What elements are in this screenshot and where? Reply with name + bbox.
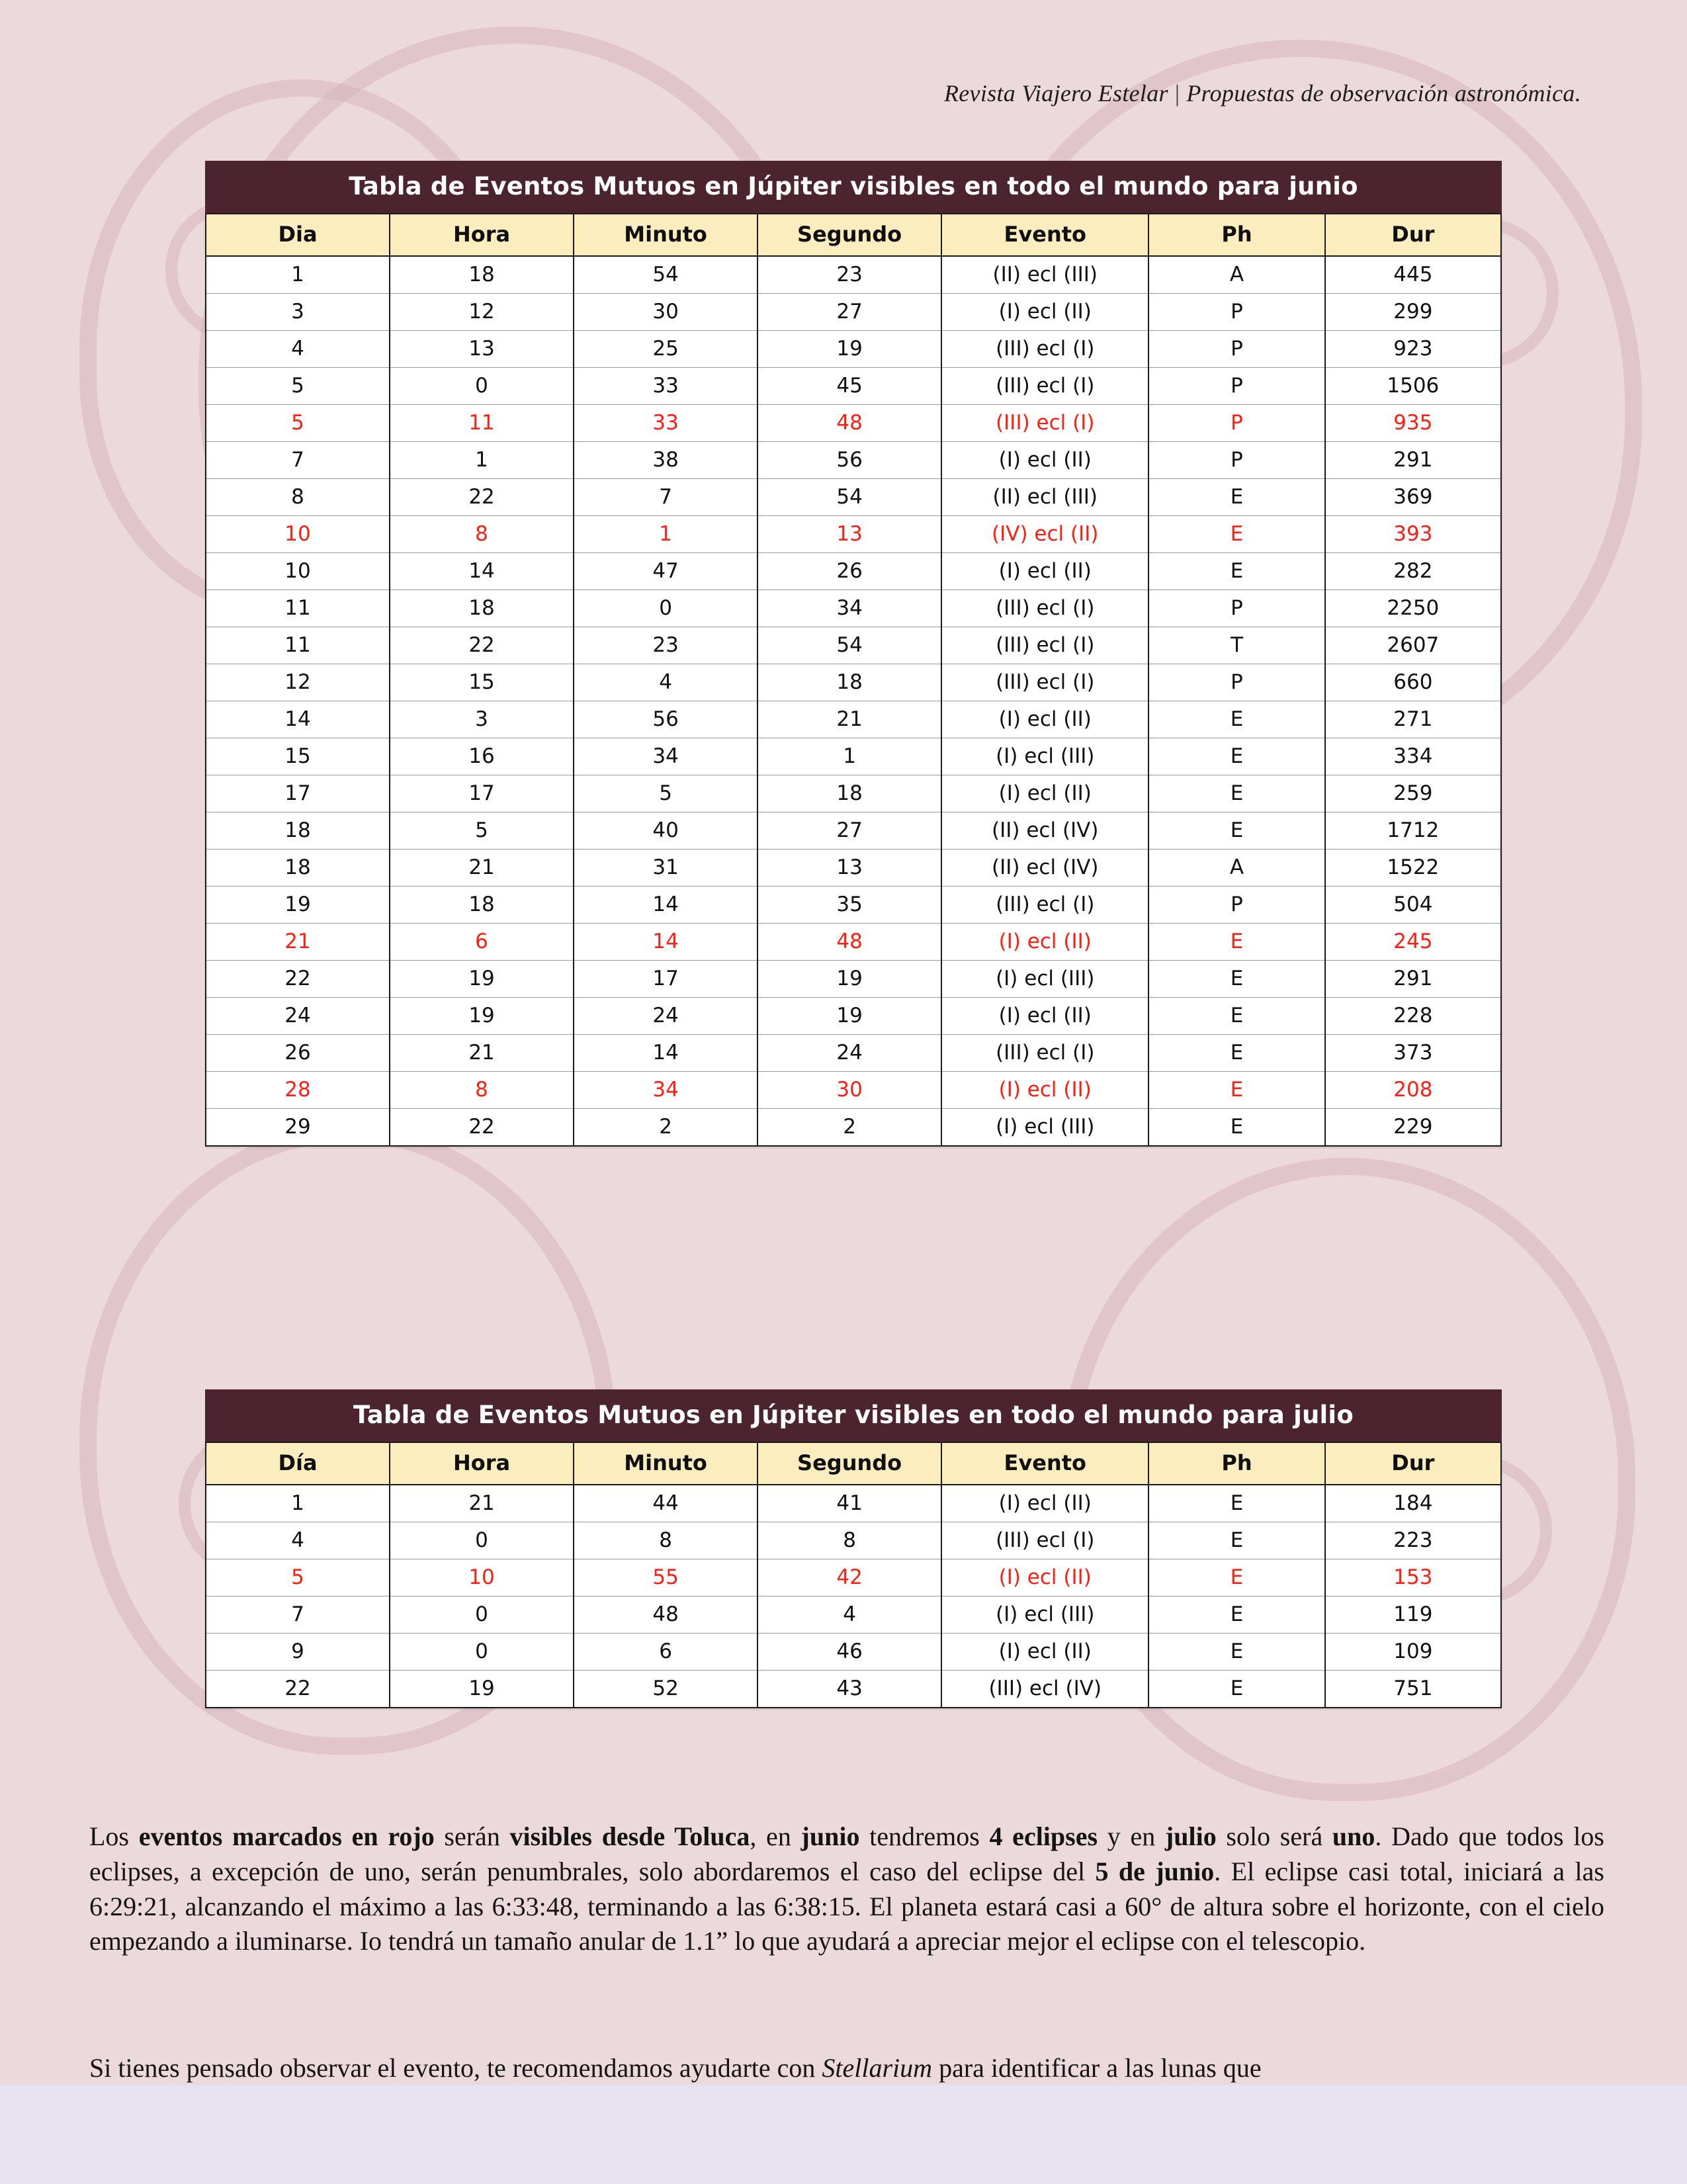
table-cell: 41 xyxy=(757,1485,941,1522)
column-header-evento: Evento xyxy=(941,214,1148,256)
table-cell: 19 xyxy=(390,961,574,998)
table-cell: 22 xyxy=(206,961,390,998)
table-cell: 109 xyxy=(1325,1634,1501,1671)
table-cell: (III) ecl (IV) xyxy=(941,1671,1148,1708)
table-cell: 7 xyxy=(574,479,757,516)
table-cell: 10 xyxy=(390,1559,574,1596)
table-cell: (II) ecl (IV) xyxy=(941,812,1148,850)
table-cell: 54 xyxy=(757,627,941,664)
table-cell: T xyxy=(1148,627,1324,664)
table-cell: 393 xyxy=(1325,516,1501,553)
table-cell: (III) ecl (I) xyxy=(941,664,1148,701)
table-cell: 52 xyxy=(574,1671,757,1708)
table-header-row xyxy=(206,1442,1501,1485)
table-cell: 8 xyxy=(390,516,574,553)
table-cell: (I) ecl (III) xyxy=(941,1109,1148,1147)
column-header-evento: Evento xyxy=(941,1442,1148,1485)
table-cell: 1 xyxy=(390,442,574,479)
table-cell: A xyxy=(1148,256,1324,294)
table-cell: 24 xyxy=(206,998,390,1035)
table-cell: (I) ecl (III) xyxy=(941,961,1148,998)
table-cell: 48 xyxy=(757,924,941,961)
table-header-row xyxy=(206,214,1501,256)
table-cell: 1506 xyxy=(1325,368,1501,405)
table-cell: 43 xyxy=(757,1671,941,1708)
table-row xyxy=(206,1559,1501,1596)
events-table-july-container xyxy=(205,1389,1502,1708)
table-cell: 660 xyxy=(1325,664,1501,701)
table-cell: 21 xyxy=(390,850,574,887)
para1-segment-12: . Dado que todos los eclipses, a excepción de uno, serán penumbrales, solo abordaremos el caso del eclipse del xyxy=(89,1821,1604,1886)
table-cell: 14 xyxy=(574,887,757,924)
table-cell: P xyxy=(1148,887,1324,924)
table-cell: 1522 xyxy=(1325,850,1501,887)
table-july-head xyxy=(206,1442,1501,1485)
table-cell: 54 xyxy=(757,479,941,516)
table-cell: 14 xyxy=(390,553,574,590)
table-cell: 56 xyxy=(757,442,941,479)
table-cell: 19 xyxy=(390,1671,574,1708)
column-header-hora: Hora xyxy=(390,214,574,256)
para1-segment-10: solo será xyxy=(1216,1821,1332,1851)
table-cell: 12 xyxy=(206,664,390,701)
table-cell: (I) ecl (II) xyxy=(941,998,1148,1035)
table-cell: 8 xyxy=(757,1522,941,1559)
para1-segment-3: visibles desde Toluca xyxy=(509,1821,750,1851)
para2-segment-1: Stellarium xyxy=(822,2053,933,2083)
table-cell: 13 xyxy=(757,850,941,887)
table-cell: 6 xyxy=(574,1634,757,1671)
para1-segment-9: julio xyxy=(1164,1821,1217,1851)
table-cell: 369 xyxy=(1325,479,1501,516)
para2-segment-2: para identificar a las lunas que xyxy=(932,2053,1262,2083)
table-cell: 10 xyxy=(206,516,390,553)
table-cell: 31 xyxy=(574,850,757,887)
para1-segment-8: y en xyxy=(1098,1821,1165,1851)
table-cell: (I) ecl (II) xyxy=(941,1072,1148,1109)
table-cell: 33 xyxy=(574,405,757,442)
table-cell: 29 xyxy=(206,1109,390,1147)
table-cell: (III) ecl (I) xyxy=(941,1522,1148,1559)
table-cell: 34 xyxy=(574,738,757,775)
table-cell: (I) ecl (II) xyxy=(941,1559,1148,1596)
table-cell: 751 xyxy=(1325,1671,1501,1708)
table-cell: 291 xyxy=(1325,442,1501,479)
table-cell: E xyxy=(1148,1596,1324,1634)
table-cell: 18 xyxy=(206,850,390,887)
table-row xyxy=(206,812,1501,850)
events-table-june xyxy=(205,161,1502,1147)
table-june-caption: Tabla de Eventos Mutuos en Júpiter visibles en todo el mundo para junio xyxy=(205,161,1502,213)
table-row xyxy=(206,553,1501,590)
table-row xyxy=(206,1671,1501,1708)
para1-segment-5: junio xyxy=(800,1821,860,1851)
table-cell: (IV) ecl (II) xyxy=(941,516,1148,553)
column-header-hora: Hora xyxy=(390,1442,574,1485)
table-cell: 38 xyxy=(574,442,757,479)
table-june-head xyxy=(206,214,1501,256)
table-cell: 21 xyxy=(757,701,941,738)
paragraph-stellarium-recommendation xyxy=(89,2051,1604,2086)
table-cell: 1 xyxy=(206,1485,390,1522)
table-cell: 21 xyxy=(390,1485,574,1522)
table-row xyxy=(206,1072,1501,1109)
table-cell: 1 xyxy=(206,256,390,294)
table-cell: 0 xyxy=(390,1522,574,1559)
table-row xyxy=(206,590,1501,627)
table-cell: 40 xyxy=(574,812,757,850)
table-cell: 9 xyxy=(206,1634,390,1671)
table-cell: (I) ecl (II) xyxy=(941,924,1148,961)
table-cell: 7 xyxy=(206,442,390,479)
table-cell: (I) ecl (III) xyxy=(941,1596,1148,1634)
column-header-ph: Ph xyxy=(1148,214,1324,256)
table-row xyxy=(206,368,1501,405)
table-cell: 1 xyxy=(574,516,757,553)
table-cell: 5 xyxy=(390,812,574,850)
para1-segment-11: uno xyxy=(1332,1821,1375,1851)
table-cell: 34 xyxy=(757,590,941,627)
table-cell: E xyxy=(1148,516,1324,553)
table-row xyxy=(206,1596,1501,1634)
table-cell: 0 xyxy=(574,590,757,627)
table-row xyxy=(206,627,1501,664)
table-cell: 23 xyxy=(574,627,757,664)
table-cell: 30 xyxy=(574,294,757,331)
table-cell: E xyxy=(1148,924,1324,961)
table-row xyxy=(206,701,1501,738)
table-cell: A xyxy=(1148,850,1324,887)
table-cell: 54 xyxy=(574,256,757,294)
events-table-june-container xyxy=(205,161,1502,1147)
table-cell: 48 xyxy=(574,1596,757,1634)
table-cell: 22 xyxy=(390,1109,574,1147)
table-cell: E xyxy=(1148,998,1324,1035)
table-cell: 271 xyxy=(1325,701,1501,738)
table-row xyxy=(206,961,1501,998)
table-row xyxy=(206,294,1501,331)
table-cell: 5 xyxy=(206,405,390,442)
page-header xyxy=(0,79,1687,107)
para1-segment-14: . El eclipse casi total, iniciará a las 6:29:21, alcanzando el máximo a las 6:33:48, terminando a las 6:38:15. El planeta estará casi a 60° de altura sobre el horizonte, con el cielo empezando a iluminarse. Io tendrá un tamaño anular de 1.1” lo que ayudará a apreciar mejor el eclipse con el telescopio. xyxy=(89,1856,1604,1956)
table-cell: 47 xyxy=(574,553,757,590)
para1-segment-2: serán xyxy=(434,1821,510,1851)
table-cell: 48 xyxy=(757,405,941,442)
table-cell: E xyxy=(1148,961,1324,998)
table-cell: 299 xyxy=(1325,294,1501,331)
table-row xyxy=(206,1522,1501,1559)
table-cell: 18 xyxy=(390,256,574,294)
table-cell: (I) ecl (II) xyxy=(941,775,1148,812)
table-cell: 2 xyxy=(574,1109,757,1147)
table-cell: (III) ecl (I) xyxy=(941,331,1148,368)
table-cell: 8 xyxy=(390,1072,574,1109)
table-cell: 8 xyxy=(206,479,390,516)
table-cell: P xyxy=(1148,442,1324,479)
table-cell: E xyxy=(1148,1109,1324,1147)
table-cell: E xyxy=(1148,1072,1324,1109)
para1-segment-4: , en xyxy=(750,1821,801,1851)
table-cell: 33 xyxy=(574,368,757,405)
table-cell: 11 xyxy=(206,590,390,627)
table-cell: 334 xyxy=(1325,738,1501,775)
table-cell: 22 xyxy=(390,479,574,516)
table-cell: (I) ecl (II) xyxy=(941,442,1148,479)
table-row xyxy=(206,479,1501,516)
table-cell: 282 xyxy=(1325,553,1501,590)
table-cell: 10 xyxy=(206,553,390,590)
table-cell: 445 xyxy=(1325,256,1501,294)
table-cell: E xyxy=(1148,1559,1324,1596)
table-cell: 259 xyxy=(1325,775,1501,812)
table-cell: 208 xyxy=(1325,1072,1501,1109)
table-cell: E xyxy=(1148,1035,1324,1072)
table-cell: 4 xyxy=(206,1522,390,1559)
table-cell: 3 xyxy=(206,294,390,331)
table-cell: 18 xyxy=(206,812,390,850)
table-row xyxy=(206,1109,1501,1147)
table-cell: 18 xyxy=(757,775,941,812)
table-cell: 21 xyxy=(206,924,390,961)
table-cell: 223 xyxy=(1325,1522,1501,1559)
table-cell: 5 xyxy=(206,368,390,405)
table-cell: 0 xyxy=(390,1596,574,1634)
para2-segment-0: Si tienes pensado observar el evento, te recomendamos ayudarte con xyxy=(89,2053,822,2083)
table-cell: (III) ecl (I) xyxy=(941,405,1148,442)
table-cell: 11 xyxy=(390,405,574,442)
table-cell: (II) ecl (III) xyxy=(941,479,1148,516)
table-cell: E xyxy=(1148,812,1324,850)
column-header-segundo: Segundo xyxy=(757,1442,941,1485)
table-cell: 45 xyxy=(757,368,941,405)
table-cell: (I) ecl (II) xyxy=(941,701,1148,738)
table-cell: (II) ecl (III) xyxy=(941,256,1148,294)
table-cell: E xyxy=(1148,1634,1324,1671)
para1-segment-1: eventos marcados en rojo xyxy=(138,1821,435,1851)
table-cell: (II) ecl (IV) xyxy=(941,850,1148,887)
table-cell: (I) ecl (II) xyxy=(941,1634,1148,1671)
table-cell: 19 xyxy=(206,887,390,924)
table-cell: 13 xyxy=(390,331,574,368)
table-cell: 35 xyxy=(757,887,941,924)
table-cell: P xyxy=(1148,590,1324,627)
table-cell: 184 xyxy=(1325,1485,1501,1522)
table-cell: 1 xyxy=(757,738,941,775)
table-row xyxy=(206,331,1501,368)
table-cell: P xyxy=(1148,368,1324,405)
table-cell: 34 xyxy=(574,1072,757,1109)
table-cell: 14 xyxy=(574,1035,757,1072)
table-cell: E xyxy=(1148,479,1324,516)
table-cell: 373 xyxy=(1325,1035,1501,1072)
table-cell: E xyxy=(1148,1671,1324,1708)
table-row xyxy=(206,664,1501,701)
column-header-minuto: Minuto xyxy=(574,1442,757,1485)
table-cell: 46 xyxy=(757,1634,941,1671)
column-header-minuto: Minuto xyxy=(574,214,757,256)
paragraph-eclipse-description xyxy=(89,1819,1604,1959)
table-row xyxy=(206,738,1501,775)
table-row xyxy=(206,775,1501,812)
table-cell: 12 xyxy=(390,294,574,331)
table-cell: 18 xyxy=(390,887,574,924)
table-cell: 26 xyxy=(206,1035,390,1072)
table-cell: 18 xyxy=(757,664,941,701)
table-row xyxy=(206,924,1501,961)
table-cell: 1712 xyxy=(1325,812,1501,850)
table-cell: 2607 xyxy=(1325,627,1501,664)
table-cell: 17 xyxy=(390,775,574,812)
table-cell: (III) ecl (I) xyxy=(941,368,1148,405)
table-cell: 3 xyxy=(390,701,574,738)
table-row xyxy=(206,1035,1501,1072)
table-cell: 21 xyxy=(390,1035,574,1072)
table-row xyxy=(206,887,1501,924)
table-cell: 245 xyxy=(1325,924,1501,961)
table-row xyxy=(206,256,1501,294)
table-cell: P xyxy=(1148,664,1324,701)
para1-segment-7: 4 eclipses xyxy=(989,1821,1098,1851)
table-cell: 27 xyxy=(757,294,941,331)
table-cell: 935 xyxy=(1325,405,1501,442)
table-cell: (I) ecl (II) xyxy=(941,294,1148,331)
table-cell: E xyxy=(1148,1522,1324,1559)
column-header-ph: Ph xyxy=(1148,1442,1324,1485)
table-cell: 229 xyxy=(1325,1109,1501,1147)
table-cell: 2 xyxy=(757,1109,941,1147)
table-cell: 19 xyxy=(757,331,941,368)
table-cell: 13 xyxy=(757,516,941,553)
table-row xyxy=(206,1634,1501,1671)
table-cell: 17 xyxy=(574,961,757,998)
table-cell: 14 xyxy=(574,924,757,961)
table-cell: 17 xyxy=(206,775,390,812)
table-cell: 4 xyxy=(206,331,390,368)
table-cell: 18 xyxy=(390,590,574,627)
table-cell: E xyxy=(1148,1485,1324,1522)
table-cell: E xyxy=(1148,775,1324,812)
table-cell: (III) ecl (I) xyxy=(941,887,1148,924)
table-row xyxy=(206,516,1501,553)
table-cell: 0 xyxy=(390,1634,574,1671)
table-cell: E xyxy=(1148,738,1324,775)
table-cell: 55 xyxy=(574,1559,757,1596)
events-table-july xyxy=(205,1389,1502,1708)
footer-bar xyxy=(0,2085,1687,2184)
table-cell: 11 xyxy=(206,627,390,664)
table-cell: 14 xyxy=(206,701,390,738)
header-magazine-title: Revista Viajero Estelar xyxy=(943,80,1168,107)
column-header-d-a: Día xyxy=(206,1442,390,1485)
table-row xyxy=(206,1485,1501,1522)
table-cell: 27 xyxy=(757,812,941,850)
table-cell: 42 xyxy=(757,1559,941,1596)
table-cell: E xyxy=(1148,701,1324,738)
table-row xyxy=(206,998,1501,1035)
table-cell: P xyxy=(1148,331,1324,368)
table-cell: 26 xyxy=(757,553,941,590)
table-cell: 19 xyxy=(757,961,941,998)
header-section-title: Propuestas de observación astronómica. xyxy=(1186,80,1581,107)
table-cell: 22 xyxy=(206,1671,390,1708)
table-row xyxy=(206,850,1501,887)
table-cell: 4 xyxy=(574,664,757,701)
table-cell: (III) ecl (I) xyxy=(941,627,1148,664)
table-cell: 0 xyxy=(390,368,574,405)
header-separator: | xyxy=(1174,80,1180,107)
table-cell: 2250 xyxy=(1325,590,1501,627)
table-cell: 8 xyxy=(574,1522,757,1559)
table-cell: 19 xyxy=(390,998,574,1035)
para1-segment-13: 5 de junio xyxy=(1095,1856,1215,1886)
column-header-dur: Dur xyxy=(1325,1442,1501,1485)
table-cell: (I) ecl (II) xyxy=(941,553,1148,590)
table-cell: 16 xyxy=(390,738,574,775)
table-cell: (III) ecl (I) xyxy=(941,590,1148,627)
table-cell: (I) ecl (II) xyxy=(941,1485,1148,1522)
table-cell: 30 xyxy=(757,1072,941,1109)
table-cell: 923 xyxy=(1325,331,1501,368)
table-cell: P xyxy=(1148,294,1324,331)
table-cell: 153 xyxy=(1325,1559,1501,1596)
table-cell: 504 xyxy=(1325,887,1501,924)
table-cell: (I) ecl (III) xyxy=(941,738,1148,775)
table-june-body xyxy=(206,256,1501,1146)
table-cell: 22 xyxy=(390,627,574,664)
table-cell: 25 xyxy=(574,331,757,368)
table-cell: E xyxy=(1148,553,1324,590)
table-july-caption: Tabla de Eventos Mutuos en Júpiter visibles en todo el mundo para julio xyxy=(205,1389,1502,1442)
table-cell: 24 xyxy=(757,1035,941,1072)
table-cell: 44 xyxy=(574,1485,757,1522)
table-cell: 15 xyxy=(390,664,574,701)
table-cell: (III) ecl (I) xyxy=(941,1035,1148,1072)
table-july-body xyxy=(206,1485,1501,1708)
table-cell: 291 xyxy=(1325,961,1501,998)
table-row xyxy=(206,442,1501,479)
column-header-segundo: Segundo xyxy=(757,214,941,256)
table-cell: 5 xyxy=(574,775,757,812)
para1-segment-0: Los xyxy=(89,1821,139,1851)
table-cell: P xyxy=(1148,405,1324,442)
table-cell: 19 xyxy=(757,998,941,1035)
table-cell: 56 xyxy=(574,701,757,738)
column-header-dia: Dia xyxy=(206,214,390,256)
column-header-dur: Dur xyxy=(1325,214,1501,256)
table-row xyxy=(206,405,1501,442)
table-cell: 6 xyxy=(390,924,574,961)
table-cell: 28 xyxy=(206,1072,390,1109)
table-cell: 23 xyxy=(757,256,941,294)
table-cell: 228 xyxy=(1325,998,1501,1035)
table-cell: 24 xyxy=(574,998,757,1035)
table-cell: 119 xyxy=(1325,1596,1501,1634)
para1-segment-6: tendremos xyxy=(859,1821,990,1851)
table-cell: 4 xyxy=(757,1596,941,1634)
table-cell: 15 xyxy=(206,738,390,775)
table-cell: 5 xyxy=(206,1559,390,1596)
table-cell: 7 xyxy=(206,1596,390,1634)
